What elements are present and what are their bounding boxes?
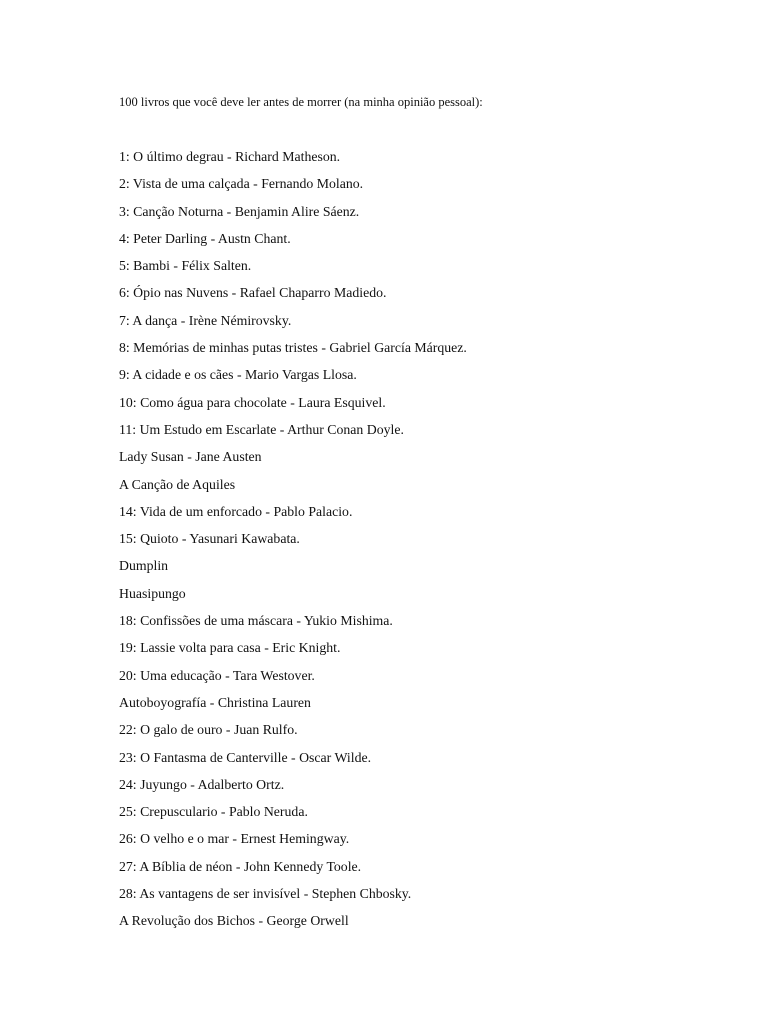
list-item: A Revolução dos Bichos - George Orwell <box>119 913 349 929</box>
list-item: 11: Um Estudo em Escarlate - Arthur Conan Doyle. <box>119 421 404 437</box>
intro-text: 100 livros que você deve ler antes de morrer (na minha opinião pessoal): <box>119 95 483 109</box>
list-item: 10: Como água para chocolate - Laura Esquivel. <box>119 394 386 410</box>
list-item: 1: O último degrau - Richard Matheson. <box>119 149 341 164</box>
list-item: Autoboyografía - Christina Lauren <box>119 694 311 710</box>
list-item: A Canção de Aquiles <box>119 476 236 492</box>
list-item: 23: O Fantasma de Canterville - Oscar Wilde. <box>119 749 372 765</box>
list-item: Huasipungo <box>119 585 186 601</box>
list-item: 15: Quioto - Yasunari Kawabata. <box>119 531 300 547</box>
list-item: 22: O galo de ouro - Juan Rulfo. <box>119 722 298 738</box>
list-item: Dumplin <box>119 558 169 574</box>
list-item: 2: Vista de uma calçada - Fernando Molano. <box>119 176 364 192</box>
list-item: 25: Crepusculario - Pablo Neruda. <box>119 804 308 820</box>
list-item: 19: Lassie volta para casa - Eric Knight. <box>119 640 341 656</box>
list-item: 28: As vantagens de ser invisível - Stephen Chbosky. <box>119 886 412 902</box>
list-item: 20: Uma educação - Tara Westover. <box>119 667 315 683</box>
list-item: 24: Juyungo - Adalberto Ortz. <box>119 776 285 792</box>
list-item: 26: O velho e o mar - Ernest Hemingway. <box>119 831 350 847</box>
list-item: 3: Canção Noturna - Benjamin Alire Sáenz. <box>119 203 360 219</box>
book-list <box>119 147 467 939</box>
list-item: 14: Vida de um enforcado - Pablo Palacio. <box>119 503 353 519</box>
list-item: 8: Memórias de minhas putas tristes - Gabriel García Márquez. <box>119 340 467 356</box>
list-item: 6: Ópio nas Nuvens - Rafael Chaparro Madiedo. <box>119 285 387 301</box>
list-item: 7: A dança - Irène Némirovsky. <box>119 312 292 328</box>
list-item: 9: A cidade e os cães - Mario Vargas Llosa. <box>119 367 357 383</box>
list-item: 18: Confissões de uma máscara - Yukio Mishima. <box>119 613 393 629</box>
list-item: 4: Peter Darling - Austn Chant. <box>119 230 291 246</box>
list-item: 27: A Bíblia de néon - John Kennedy Toole. <box>119 858 362 874</box>
list-item: 5: Bambi - Félix Salten. <box>119 258 252 274</box>
list-item: Lady Susan - Jane Austen <box>119 449 262 465</box>
